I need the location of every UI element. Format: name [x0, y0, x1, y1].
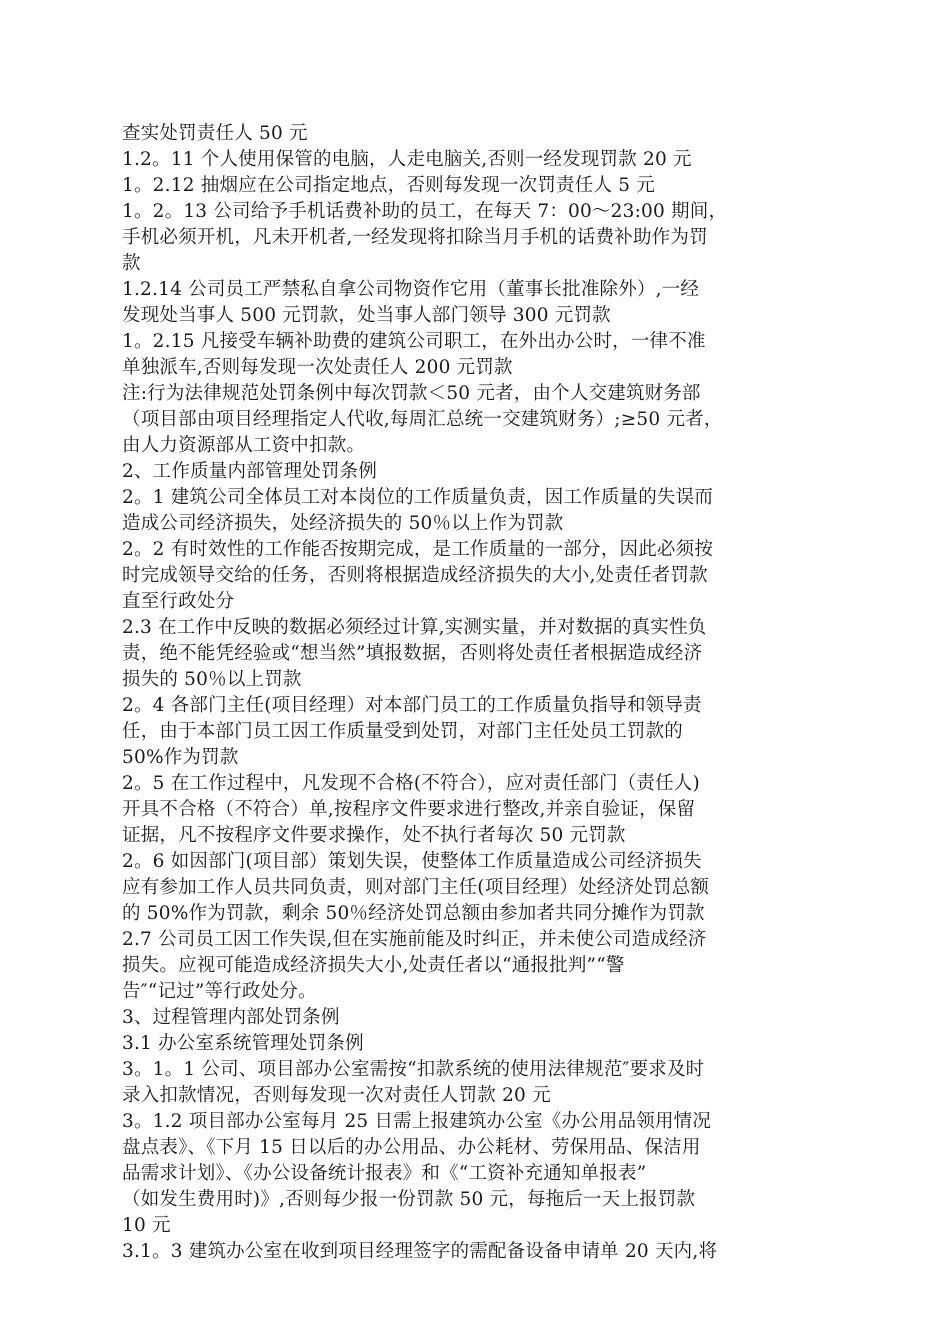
text-line: 款	[122, 253, 141, 274]
text-line: 开具不合格（不符合）单,按程序文件要求进行整改,并亲自验证，保留	[122, 799, 696, 820]
text-line: 10 元	[122, 1215, 171, 1236]
text-line: 时完成领导交给的任务，否则将根据造成经济损失的大小,处责任者罚款	[122, 565, 708, 586]
text-line: 造成公司经济损失，处经济损失的 50％以上作为罚款	[122, 513, 564, 534]
text-line: 单独派车,否则每发现一次处责任人 200 元罚款	[122, 357, 513, 378]
text-line: 任，由于本部门员工因工作质量受到处罚，对部门主任处员工罚款的	[122, 721, 684, 742]
text-line: 的 50%作为罚款，剩余 50％经济处罚总额由参加者共同分摊作为罚款	[122, 903, 705, 924]
text-line: 2.7 公司员工因工作失误,但在实施前能及时纠正，并未使公司造成经济	[122, 929, 707, 950]
text-line: 2。4 各部门主任(项目经理）对本部门员工的工作质量负指导和领导责	[122, 695, 702, 716]
text-line: 发现处当事人 500 元罚款，处当事人部门领导 300 元罚款	[122, 305, 611, 326]
text-line: 2。5 在工作过程中，凡发现不合格(不符合），应对责任部门（责任人)	[122, 773, 700, 794]
text-line: 录入扣款情况，否则每发现一次对责任人罚款 20 元	[122, 1085, 551, 1106]
text-line: 损失的 50％以上罚款	[122, 669, 302, 690]
text-line: 3。1。1 公司、项目部办公室需按“扣款系统的使用法律规范″要求及时	[122, 1059, 705, 1080]
text-line: 1。2.15 凡接受车辆补助费的建筑公司职工，在外出办公时，一律不准	[122, 331, 706, 352]
text-line: 2。2 有时效性的工作能否按期完成，是工作质量的一部分，因此必须按	[122, 539, 714, 560]
text-line: 告″“记过”等行政处分。	[122, 981, 317, 1002]
section-heading: 2、工作质量内部管理处罚条例	[122, 461, 378, 482]
text-line: 50%作为罚款	[122, 747, 239, 768]
section-heading: 3、过程管理内部处罚条例	[122, 1007, 340, 1028]
note-line: 由人力资源部从工资中扣款。	[122, 435, 366, 456]
text-line: 应有参加工作人员共同负责，则对部门主任(项目经理）处经济处罚总额	[122, 877, 710, 898]
text-line: 2。6 如因部门(项目部）策划失误，使整体工作质量造成公司经济损失	[122, 851, 702, 872]
text-line: 2.3 在工作中反映的数据必须经过计算,实测实量，并对数据的真实性负	[122, 617, 707, 638]
subsection-heading: 3.1 办公室系统管理处罚条例	[122, 1033, 364, 1054]
document-body	[122, 121, 842, 1265]
text-line: 品需求计划》、《办公设备统计报表》和《“工资补充通知单报表”	[122, 1163, 647, 1184]
text-line: 证据，凡不按程序文件要求操作，处不执行者每次 50 元罚款	[122, 825, 626, 846]
text-line: 责，绝不能凭经验或“想当然”填报数据，否则将处责任者根据造成经济	[122, 643, 703, 664]
text-line: 盘点表》、《下月 15 日以后的办公用品、办公耗材、劳保用品、保洁用	[122, 1137, 701, 1158]
text-line: 3.1。3 建筑办公室在收到项目经理签字的需配备设备申请单 20 天内,将	[122, 1241, 718, 1262]
text-line: 直至行政处分	[122, 591, 235, 612]
text-line: 损失。应视可能造成经济损失大小,处责任者以“通报批判”“警	[122, 955, 625, 976]
text-line: 1.2。11 个人使用保管的电脑，人走电脑关,否则一经发现罚款 20 元	[122, 149, 692, 170]
text-line: 1。2。13 公司给予手机话费补助的员工，在每天 7：00～23:00 期间，	[122, 201, 728, 222]
note-line: 注:行为法律规范处罚条例中每次罚款＜50 元者，由个人交建筑财务部	[122, 383, 701, 404]
text-line: （如发生费用时)》,否则每少报一份罚款 50 元，每拖后一天上报罚款	[122, 1189, 696, 1210]
text-line: 手机必须开机，凡未开机者,一经发现将扣除当月手机的话费补助作为罚	[122, 227, 708, 248]
text-line: 2。1 建筑公司全体员工对本岗位的工作质量负责，因工作质量的失误而	[122, 487, 714, 508]
text-line: 1。2.12 抽烟应在公司指定地点，否则每发现一次罚责任人 5 元	[122, 175, 655, 196]
text-line: 查实处罚责任人 50 元	[122, 123, 308, 144]
text-line: 3。1.2 项目部办公室每月 25 日需上报建筑办公室《办公用品领用情况	[122, 1111, 712, 1132]
text-line: 1.2.14 公司员工严禁私自拿公司物资作它用（董事长批准除外）,一经	[122, 279, 700, 300]
note-line: （项目部由项目经理指定人代收,每周汇总统一交建筑财务）;≥50 元者，	[122, 409, 723, 430]
